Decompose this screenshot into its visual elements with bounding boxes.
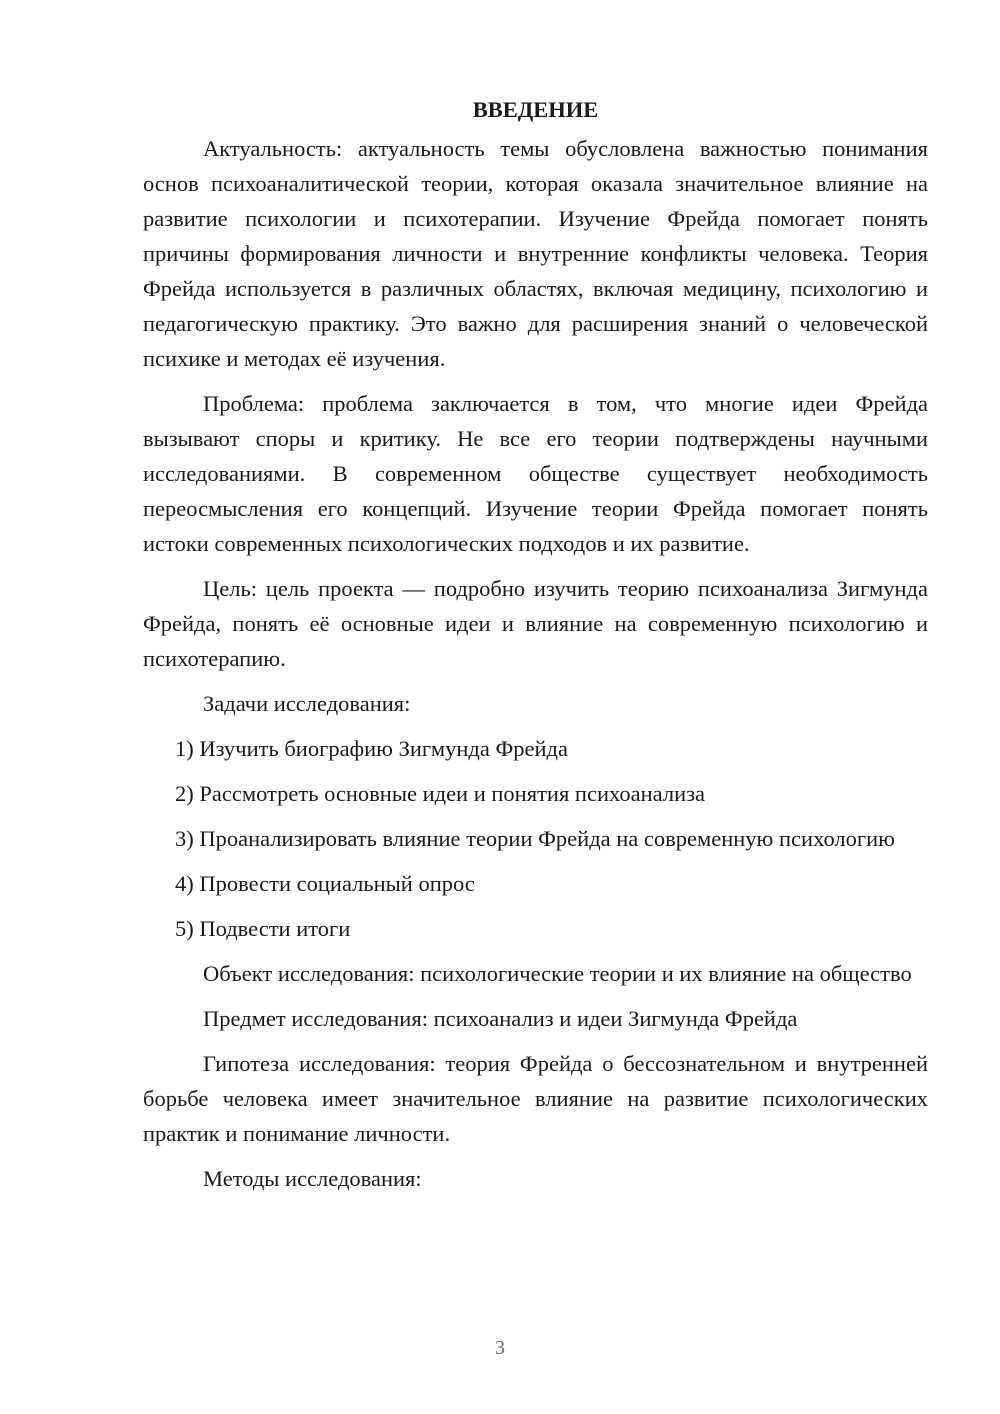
hypothesis-paragraph: Гипотеза исследования: теория Фрейда о бессознательном и внутренней борьбе человека имеет значительное влияние на развитие психологических практик и понимание личности. <box>143 1051 928 1146</box>
task-item-1: 1) Изучить биографию Зигмунда Фрейда <box>175 736 568 761</box>
tasks-title: Задачи исследования: <box>203 691 411 716</box>
goal-paragraph: Цель: цель проекта — подробно изучить теорию психоанализа Зигмунда Фрейда, понять её основные идеи и влияние на современную психологию и психотерапию. <box>143 576 928 671</box>
task-item-2: 2) Рассмотреть основные идеи и понятия психоанализа <box>175 781 705 806</box>
task-item-3: 3) Проанализировать влияние теории Фрейда на современную психологию <box>175 826 895 851</box>
task-item-5: 5) Подвести итоги <box>175 916 351 941</box>
problem-paragraph: Проблема: проблема заключается в том, что многие идеи Фрейда вызывают споры и критику. Не все его теории подтверждены научными исследованиями. В современном обществе существует необходимость переосмысления его концепций. Изучение теории Фрейда помогает понять истоки современных психологических подходов и их развитие. <box>143 391 928 556</box>
page-number: 3 <box>495 1337 505 1359</box>
section-heading: ВВЕДЕНИЕ <box>472 97 599 122</box>
object-paragraph: Объект исследования: психологические теории и их влияние на общество <box>203 961 912 986</box>
relevance-paragraph: Актуальность: актуальность темы обусловлена важностью понимания основ психоаналитической теории, которая оказала значительное влияние на развитие психологии и психотерапии. Изучение Фрейда помогает понять причины формирования личности и внутренние конфликты человека. Теория Фрейда используется в различных областях, включая медицину, психологию и педагогическую практику. Это важно для расширения знаний о человеческой психике и методах её изучения. <box>143 136 928 371</box>
methods-title: Методы исследования: <box>203 1166 422 1191</box>
page-content <box>143 92 928 1206</box>
subject-paragraph: Предмет исследования: психоанализ и идеи Зигмунда Фрейда <box>203 1006 798 1031</box>
task-item-4: 4) Провести социальный опрос <box>175 871 475 896</box>
